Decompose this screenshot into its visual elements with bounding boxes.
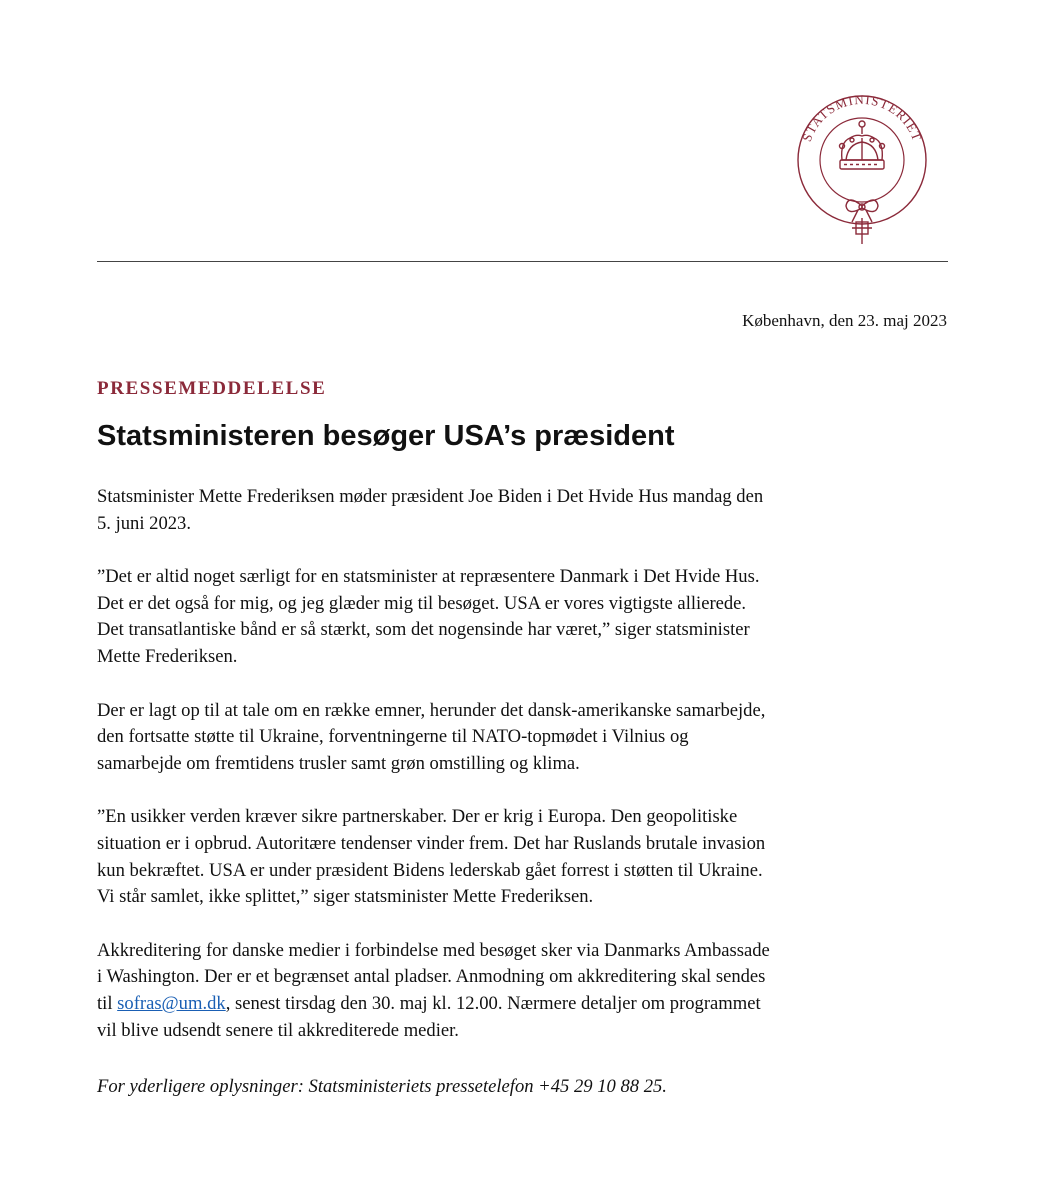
text-line: den fortsatte støtte til Ukraine, forventningerne til NATO-topmødet i Vilnius og: [97, 726, 689, 748]
text-line: situation er i opbrud. Autoritære tendenser vinder frem. Det har Ruslands brutale invasion: [97, 832, 766, 854]
statsministeriet-seal-logo: [794, 82, 930, 250]
text-line: i Washington. Der er et begrænset antal pladser. Anmodning om akkreditering skal sendes: [97, 966, 766, 988]
text-line: samarbejde om fremtidens trusler samt grøn omstilling og klima.: [97, 752, 580, 774]
paragraph-quote-1: [97, 564, 967, 670]
text-line: 5. juni 2023.: [97, 512, 192, 534]
crown-icon: [840, 121, 885, 169]
headline: Statsministeren besøger USA’s præsident: [97, 420, 675, 452]
text-fragment: , senest tirsdag den 30. maj kl. 12.00. Nærmere detaljer om programmet: [225, 992, 761, 1014]
text-fragment: til: [97, 992, 118, 1014]
paragraph-quote-2: [97, 804, 967, 910]
svg-text:STATSMINISTERIET: STATSMINISTERIET: [798, 91, 926, 144]
press-release-body: [97, 484, 967, 1128]
text-line: kun bekræftet. USA er under præsident Bidens lederskab gået forrest i støtten til Ukraine.: [97, 859, 763, 881]
text-line: Det transatlantiske bånd er så stærkt, som det nogensinde har været,” siger statsminister: [97, 619, 750, 641]
email-link[interactable]: sofras@um.dk: [117, 992, 226, 1014]
text-line: [97, 991, 967, 1018]
header-divider: [97, 261, 948, 262]
text-line: ”En usikker verden kræver sikre partnerskaber. Der er krig i Europa. Den geopolitiske: [97, 806, 738, 828]
text-line: Akkreditering for danske medier i forbindelse med besøget sker via Danmarks Ambassade: [97, 939, 770, 961]
contact-footer: For yderligere oplysninger: Statsministeriets pressetelefon +45 29 10 88 25.: [97, 1076, 667, 1098]
text-line: Der er lagt op til at tale om en række emner, herunder det dansk-amerikanske samarbejde,: [97, 699, 766, 721]
paragraph-intro: [97, 484, 967, 537]
paragraph-topics: [97, 698, 967, 778]
text-line: ”Det er altid noget særligt for en statsminister at repræsentere Danmark i Det Hvide Hus.: [97, 566, 760, 588]
text-line: Det er det også for mig, og jeg glæder mig til besøget. USA er vores vigtigste allierede.: [97, 592, 747, 614]
press-release-label: PRESSEMEDDELELSE: [97, 378, 327, 399]
text-line: Statsminister Mette Frederiksen møder præsident Joe Biden i Det Hvide Hus mandag den: [97, 486, 764, 507]
dateline: København, den 23. maj 2023: [742, 311, 947, 330]
bow-cross-icon: [846, 200, 878, 244]
text-line: Vi står samlet, ikke splittet,” siger statsminister Mette Frederiksen.: [97, 886, 594, 908]
text-line: vil blive udsendt senere til akkrediterede medier.: [97, 1019, 459, 1041]
paragraph-accreditation: [97, 938, 967, 1044]
text-line: Mette Frederiksen.: [97, 645, 238, 667]
